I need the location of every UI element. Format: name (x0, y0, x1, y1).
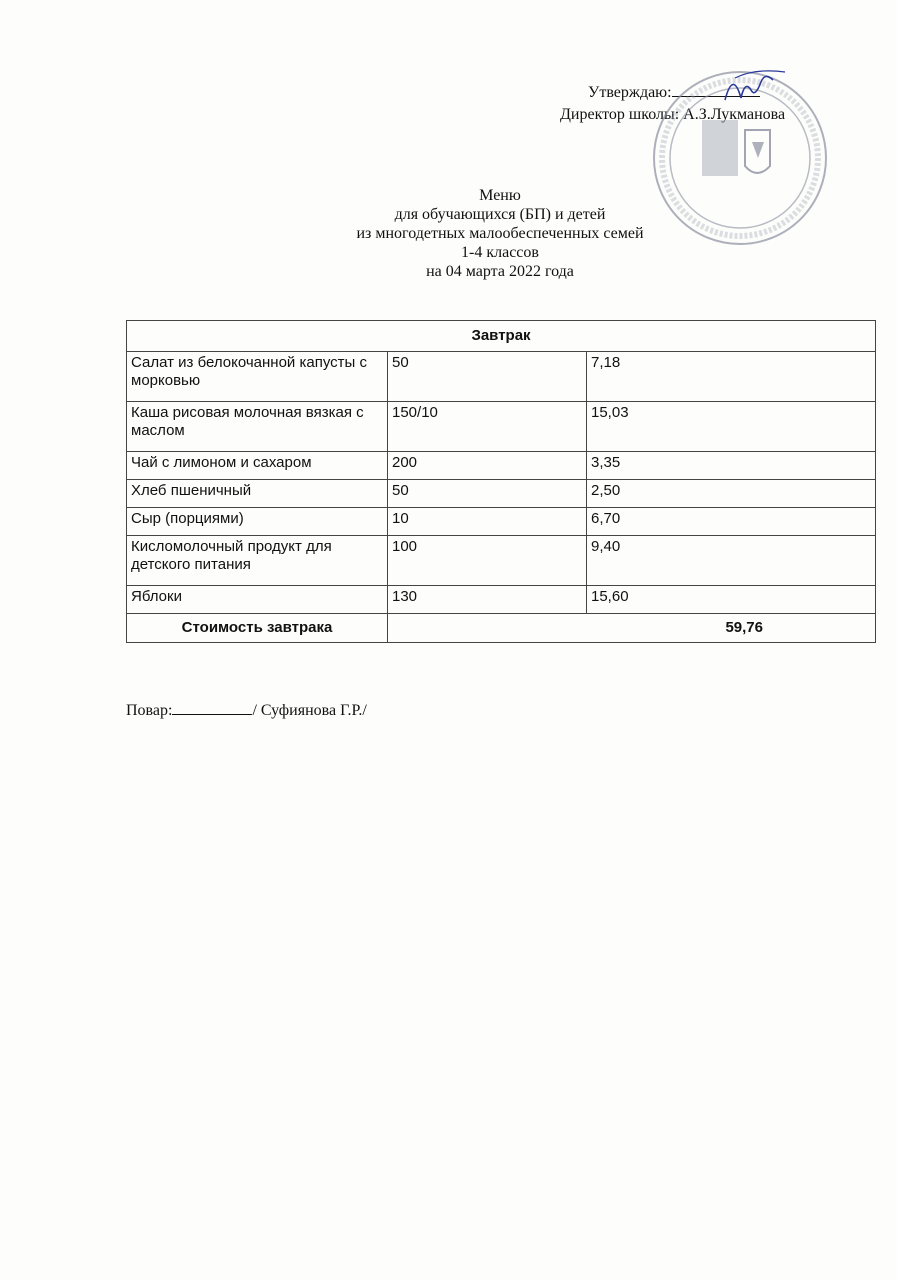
dish-price: 9,40 (587, 536, 876, 586)
table-header: Завтрак (127, 321, 876, 352)
cook-label: Повар: (126, 702, 173, 719)
dish-name: Салат из белокочанной капусты с морковью (127, 352, 388, 402)
dish-price: 2,50 (587, 480, 876, 508)
cook-signature-blank (172, 700, 252, 715)
dish-name: Сыр (порциями) (127, 508, 388, 536)
title-line: 1-4 классов (461, 244, 539, 261)
approve-label: Утверждаю: (588, 84, 672, 101)
dish-price: 15,60 (587, 586, 876, 614)
dish-portion: 150/10 (388, 402, 587, 452)
total-value: 59,76 (388, 614, 876, 643)
dish-portion: 10 (388, 508, 587, 536)
table-header-row (127, 321, 876, 352)
menu-title (200, 186, 800, 281)
table-row (127, 586, 876, 614)
dish-price: 15,03 (587, 402, 876, 452)
dish-name: Кисломолочный продукт для детского питания (127, 536, 388, 586)
director-signature (715, 60, 795, 110)
title-line: на 04 марта 2022 года (426, 263, 574, 280)
table-row (127, 480, 876, 508)
table-row (127, 536, 876, 586)
cook-signature-line (126, 700, 367, 720)
table-row (127, 402, 876, 452)
dish-name: Хлеб пшеничный (127, 480, 388, 508)
dish-portion: 50 (388, 480, 587, 508)
dish-portion: 130 (388, 586, 587, 614)
table-row (127, 352, 876, 402)
title-line: из многодетных малообеспеченных семей (356, 225, 644, 242)
dish-price: 6,70 (587, 508, 876, 536)
table-row (127, 452, 876, 480)
dish-portion: 100 (388, 536, 587, 586)
total-row (127, 614, 876, 643)
dish-price: 3,35 (587, 452, 876, 480)
director-line: Директор школы: А.З.Лукманова (560, 106, 786, 123)
total-label: Стоимость завтрака (127, 614, 388, 643)
dish-portion: 50 (388, 352, 587, 402)
menu-table (126, 320, 876, 643)
dish-name: Каша рисовая молочная вязкая с маслом (127, 402, 388, 452)
dish-name: Яблоки (127, 586, 388, 614)
cook-name: / Суфиянова Г.Р./ (252, 702, 367, 719)
dish-portion: 200 (388, 452, 587, 480)
title-line: для обучающихся (БП) и детей (394, 206, 606, 223)
dish-name: Чай с лимоном и сахаром (127, 452, 388, 480)
dish-price: 7,18 (587, 352, 876, 402)
title-line: Меню (479, 187, 521, 204)
table-row (127, 508, 876, 536)
